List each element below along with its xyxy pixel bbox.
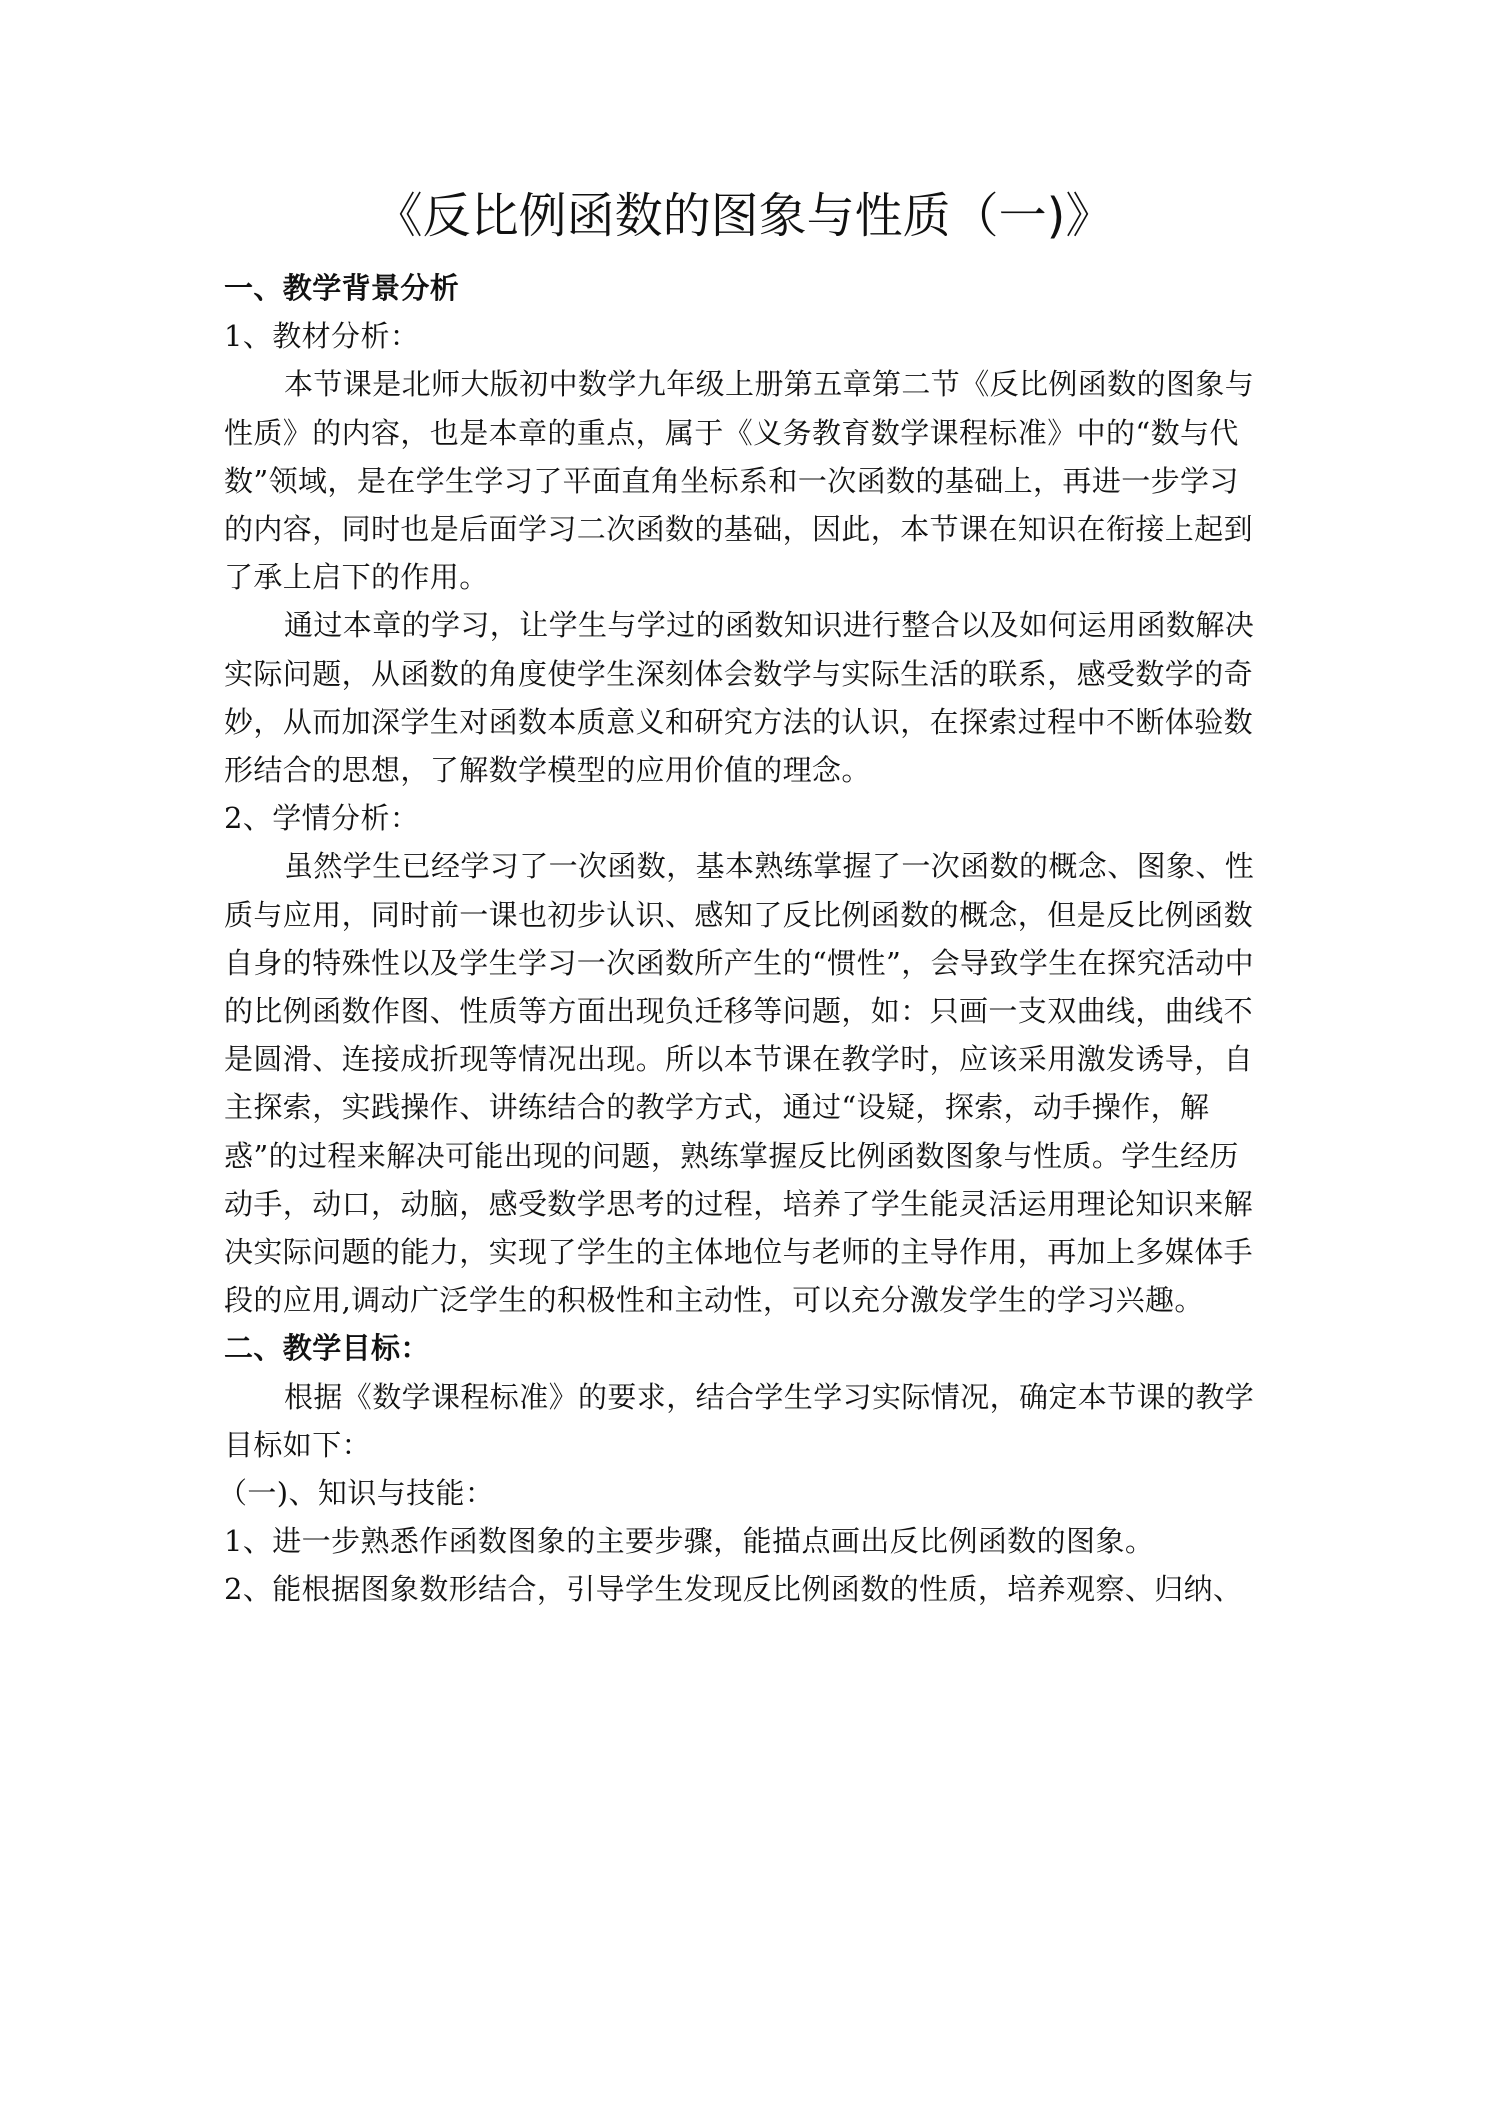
subheading-student-analysis: 2、学情分析： [224,801,420,836]
paragraph-chapter-learning: 通过本章的学习，让学生与学过的函数知识进行整合以及如何运用函数解决实际问题，从函数的角度使学生深刻体会数学与实际生活的联系，感受数学的奇妙，从而加深学生对函数本质意义和研究方法的认识，在探索过程中不断体验数形结合的思想，了解数学模型的应用价值的理念。 [224,608,1255,788]
paragraph-objectives-intro: 根据《数学课程标准》的要求，结合学生学习实际情况，确定本节课的教学目标如下： [224,1379,1255,1462]
paragraph-student-analysis: 虽然学生已经学习了一次函数，基本熟练掌握了一次函数的概念、图象、性质与应用，同时前一课也初步认识、感知了反比例函数的概念，但是反比例函数自身的特殊性以及学生学习一次函数所产生的“惯性”，会导致学生在探究活动中的比例函数作图、性质等方面出现负迁移等问题，如：只画一支双曲线，曲线不是圆滑、连接成折现等情况出现。所以本节课在教学时，应该采用激发诱导，自主探索，实践操作、讲练结合的教学方式，通过“设疑，探索，动手操作，解惑”的过程来解决可能出现的问题，熟练掌握反比例函数图象与性质。学生经历动手，动口，动脑，感受数学思考的过程，培养了学生能灵活运用理论知识来解决实际问题的能力，实现了学生的主体地位与老师的主导作用，再加上多媒体手段的应用,调动广泛学生的积极性和主动性，可以充分激发学生的学习兴趣。 [224,849,1255,1318]
subheading-knowledge-skills: （一)、知识与技能： [218,1476,495,1511]
list-item-objective-2: 2、能根据图象数形结合，引导学生发现反比例函数的性质，培养观察、归纳、 [224,1572,1243,1607]
subheading-textbook-analysis: 1、教材分析： [224,319,420,354]
section-heading-objectives: 二、教学目标： [224,1331,430,1366]
list-item-objective-1: 1、进一步熟悉作函数图象的主要步骤，能描点画出反比例函数的图象。 [224,1524,1155,1559]
document-body [218,264,1264,1614]
paragraph-textbook-analysis: 本节课是北师大版初中数学九年级上册第五章第二节《反比例函数的图象与性质》的内容，也是本章的重点，属于《义务教育数学课程标准》中的“数与代数”领域，是在学生学习了平面直角坐标系和一次函数的基础上，再进一步学习的内容，同时也是后面学习二次函数的基础，因此，本节课在知识在衔接上起到了承上启下的作用。 [224,367,1255,595]
document-title: 《反比例函数的图象与性质（一)》 [374,188,1114,244]
section-heading-background: 一、教学背景分析 [224,271,460,305]
